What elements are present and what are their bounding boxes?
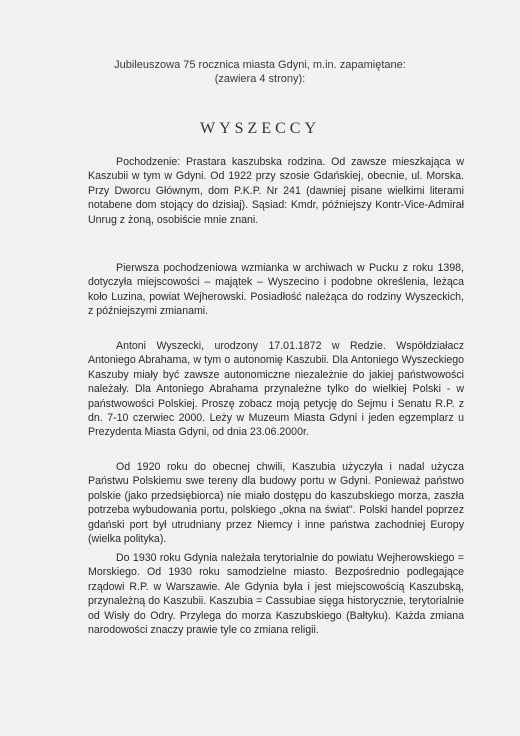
document-header [0, 58, 520, 86]
header-line-1: Jubileuszowa 75 rocznica miasta Gdyni, m.in. zapamiętane: [114, 59, 406, 71]
paragraph-origin: Pochodzenie: Prastara kaszubska rodzina. Od zawsze mieszkająca w Kaszubii w tym w Gdyni. Od 1922 przy szosie Gdańskiej, obecnie, ul. Morska. Przy Dworcu Głównym, dom P.K.P. Nr 241 (dawniej pisane wielkimi literami notabene dom stojący do dzisiaj). Sąsiad: Kmdr, późniejszy Kontr-Vice-Admirał Unrug z żoną, osobiście mnie znani. [88, 156, 464, 226]
document-title: WYSZECCY [200, 120, 320, 137]
header-line-2: (zawiera 4 strony): [214, 73, 306, 85]
paragraph-port-gdynia: Od 1920 roku do obecnej chwili, Kaszubia użyczyła i nadal użycza Państwu Polskiemu swe tereny dla budowy portu w Gdyni. Ponieważ państwo polskie (jako przedsiębiorca) nie miało dostępu do kaszubskiego morza, zaszła potrzeba wybudowania portu, polskiego „okna na świat". Polski handel poprzez gdański port był utrudniany przez Niemcy i inne państwa zachodniej Europy (wielka polityka). [88, 461, 464, 546]
paragraph-first-mention: Pierwsza pochodzeniowa wzmianka w archiwach w Pucku z roku 1398, dotyczyła miejscowości – majątek – Wyszecino i podobne określenia, leżąca koło Luzina, powiat Wejherowski. Posiadłość należąca do rodziny Wyszeckich, z późniejszymi zmianami. [88, 262, 464, 318]
paragraph-gdynia-1930: Do 1930 roku Gdynia należała terytorialnie do powiatu Wejherowskiego = Morskiego. Od 1930 roku samodzielne miasto. Bezpośrednio podlegające rządowi R.P. w Warszawie. Ale Gdynia była i jest miejscowością Kaszubską, przynależną do Kaszubii. Kaszubia = Cassubiae sięga historycznie, terytorialnie od Wisły do Odry. Przylega do morza Kaszubskiego (Bałtyku). Każda zmiana narodowości znaczy prawie tyle co zmiana religii. [88, 552, 464, 637]
paragraph-antoni-wyszecki: Antoni Wyszecki, urodzony 17.01.1872 w Redzie. Współdziałacz Antoniego Abrahama, w tym o autonomię Kaszubii. Dla Antoniego Wyszeckiego Kaszuby miały być zawsze autonomiczne niezależnie do jakiej państwowości należały. Dla Antoniego Abrahama przynależne tylko do wielkiej Polski - w państwowości Polskiej. Proszę zobacz moją petycję do Sejmu i Senatu R.P. z dn. 7-10 czerwiec 2000. Leży w Muzeum Miasta Gdyni i jeden egzemplarz u Prezydenta Miasta Gdyni, od dnia 23.06.2000r. [88, 340, 464, 439]
